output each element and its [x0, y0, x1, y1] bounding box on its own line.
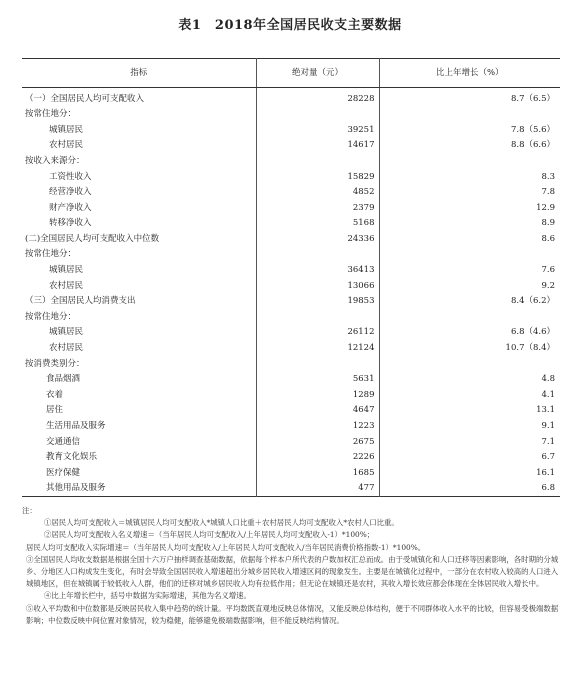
row-growth: 9.2	[541, 280, 555, 291]
row-growth	[379, 356, 560, 372]
row-label: 城镇居民	[22, 263, 256, 279]
row-growth: 8.3	[541, 171, 555, 182]
table-row	[22, 138, 560, 154]
row-value: 1685	[256, 465, 379, 481]
table-header-row	[22, 59, 560, 88]
table-row	[22, 122, 560, 138]
row-value: 1289	[256, 387, 379, 403]
row-growth: 7.8	[541, 187, 555, 198]
table-row	[22, 216, 560, 232]
row-label: （三）全国居民人均消费支出	[22, 294, 256, 310]
row-label: (二)全国居民人均可支配收入中位数	[22, 231, 256, 247]
row-label: 农村居民	[22, 138, 256, 154]
row-value: 26112	[256, 325, 379, 341]
table-row	[22, 263, 560, 279]
table-row	[22, 403, 560, 419]
row-label: 教育文化娱乐	[22, 450, 256, 466]
income-expenditure-table	[22, 58, 560, 497]
table-row	[22, 418, 560, 434]
row-label: 按常住地分：	[22, 247, 256, 263]
row-growth: 7.6	[541, 265, 555, 276]
notes-section	[22, 505, 562, 627]
row-label: 经营净收入	[22, 185, 256, 201]
row-label: 工资性收入	[22, 169, 256, 185]
row-value: 36413	[256, 263, 379, 279]
row-growth: 12.9	[536, 202, 555, 213]
row-value: 4852	[256, 185, 379, 201]
row-label: 财产净收入	[22, 200, 256, 216]
row-value: 14617	[256, 138, 379, 154]
row-label: 生活用品及服务	[22, 418, 256, 434]
row-value	[256, 356, 379, 372]
row-label: 按常住地分：	[22, 309, 256, 325]
table-row	[22, 88, 560, 107]
row-label: 按收入来源分：	[22, 153, 256, 169]
table-row	[22, 107, 560, 123]
table-row	[22, 434, 560, 450]
row-value	[256, 247, 379, 263]
row-growth: 16.1	[536, 467, 555, 478]
note-2a: ②居民人均可支配收入名义增速＝（当年居民人均可支配收入/上年居民人均可支配收入-1）*100%；	[44, 530, 375, 540]
row-value: 19853	[256, 294, 379, 310]
row-value: 2675	[256, 434, 379, 450]
row-value: 15829	[256, 169, 379, 185]
table-row	[22, 247, 560, 263]
header-growth: 比上年增长（%）	[379, 59, 560, 88]
table-row	[22, 481, 560, 497]
row-value	[256, 107, 379, 123]
row-growth: 4.8	[541, 374, 555, 385]
row-growth: 7.8（5.6）	[510, 124, 555, 135]
row-growth: 7.1	[541, 436, 555, 447]
row-value: 477	[256, 481, 379, 497]
row-value: 1223	[256, 418, 379, 434]
row-growth	[379, 107, 560, 123]
row-label: 城镇居民	[22, 122, 256, 138]
row-value	[256, 153, 379, 169]
row-growth: 8.4（6.2）	[510, 296, 555, 307]
table-row	[22, 200, 560, 216]
row-value: 28228	[256, 88, 379, 107]
row-value: 39251	[256, 122, 379, 138]
row-label: 交通通信	[22, 434, 256, 450]
table-title: 表1 2018年全国居民收支主要数据	[178, 18, 402, 33]
header-absolute: 绝对量（元）	[256, 59, 379, 88]
row-growth: 9.1	[541, 421, 555, 432]
table-row	[22, 169, 560, 185]
row-growth: 8.7（6.5）	[510, 93, 555, 104]
row-growth: 6.8（4.6）	[510, 327, 555, 338]
row-label: 农村居民	[22, 341, 256, 357]
row-label: 农村居民	[22, 278, 256, 294]
note-5: ⑤收入平均数和中位数都是反映居民收入集中趋势的统计量。平均数既直观地反映总体情况，又能反映总体结构，便于不同群体收入水平的比较，但容易受极端数据影响；中位数反映中间位置对象情况，较为稳健，能够避免极端数据影响，但不能反映结构情况。	[26, 603, 559, 625]
row-growth: 8.9	[541, 218, 555, 229]
notes-lead: 注：	[22, 506, 37, 515]
row-label: 城镇居民	[22, 325, 256, 341]
row-value: 24336	[256, 231, 379, 247]
row-growth: 6.8	[541, 483, 555, 494]
row-label: 食品烟酒	[22, 372, 256, 388]
row-label: 按消费类别分：	[22, 356, 256, 372]
note-1: ①居民人均可支配收入＝城镇居民人均可支配收入*城镇人口比重＋农村居民人均可支配收入*农村人口比重。	[44, 518, 399, 528]
row-value: 12124	[256, 341, 379, 357]
table-row	[22, 341, 560, 357]
row-value: 5168	[256, 216, 379, 232]
row-label: 衣着	[22, 387, 256, 403]
row-growth: 6.7	[541, 452, 555, 463]
row-growth	[379, 309, 560, 325]
table-row	[22, 356, 560, 372]
table-row	[22, 278, 560, 294]
row-value: 5631	[256, 372, 379, 388]
row-value: 4647	[256, 403, 379, 419]
row-growth: 8.6	[541, 233, 555, 244]
row-growth	[379, 153, 560, 169]
row-growth: 4.1	[541, 389, 555, 400]
header-indicator: 指标	[22, 59, 256, 88]
note-4: ④比上年增长栏中，括号中数据为实际增速，其他为名义增速。	[44, 591, 251, 601]
row-growth: 8.8（6.6）	[510, 140, 555, 151]
row-label: （一）全国居民人均可支配收入	[22, 88, 256, 107]
table-row	[22, 387, 560, 403]
row-label: 按常住地分：	[22, 107, 256, 123]
row-growth	[379, 247, 560, 263]
row-value: 2226	[256, 450, 379, 466]
table-row	[22, 325, 560, 341]
table-row	[22, 372, 560, 388]
table-row	[22, 153, 560, 169]
row-label: 医疗保健	[22, 465, 256, 481]
row-value: 13066	[256, 278, 379, 294]
note-2b: 居民人均可支配收入实际增速＝（当年居民人均可支配收入/上年居民人均可支配收入/当年居民消费价格指数-1）*100%。	[26, 542, 426, 552]
table-row	[22, 450, 560, 466]
table-row	[22, 465, 560, 481]
row-label: 居住	[22, 403, 256, 419]
row-label: 转移净收入	[22, 216, 256, 232]
row-label: 其他用品及服务	[22, 481, 256, 497]
table-row	[22, 185, 560, 201]
row-growth: 13.1	[536, 405, 555, 416]
table-row	[22, 309, 560, 325]
row-value: 2379	[256, 200, 379, 216]
row-value	[256, 309, 379, 325]
table-row	[22, 231, 560, 247]
note-3: ③全国居民人均收支数据是根据全国十六万户抽样调查基础数据，依据每个样本户所代表的户数加权汇总而成。由于受城镇化和人口迁移等因素影响，各时期的分城乡、分地区人口构成发生变化，有时会导致全国居民收入增速超出分城乡居民收入增速区间的现象发生。主要是在城镇化过程中，一部分在农村收入较高的人口进入城镇地区，但在城镇属于较低收入人群，他们的迁移对城乡居民收入均有拉低作用；但无论在城镇还是农村，其收入增长效应都会体现在全体居民收入增长中。	[26, 554, 559, 589]
table-row	[22, 294, 560, 310]
row-growth: 10.7（8.4）	[505, 343, 555, 354]
